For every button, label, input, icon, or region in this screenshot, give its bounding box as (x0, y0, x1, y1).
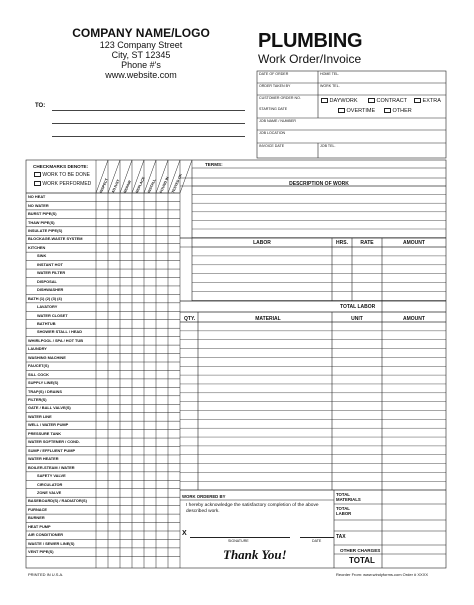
list-item: BURST PIPE(S) (28, 211, 57, 217)
signature-caption: SIGNATURE (228, 539, 249, 543)
list-item: DISPOSAL (37, 278, 57, 284)
daywork-label: DAYWORK (329, 98, 358, 104)
list-item: SUPPLY LINE(S) (28, 380, 59, 386)
list-item: SAFETY VALVE (37, 473, 66, 479)
job-name-label: JOB NAME / NUMBER (259, 119, 296, 123)
form-title: PLUMBING (258, 30, 363, 52)
company-name: COMPANY NAME/LOGO (72, 26, 210, 40)
date-caption: DATE (312, 539, 322, 543)
description-header: DESCRIPTION OF WORK (289, 181, 349, 187)
list-item: DISHWASHER (37, 287, 64, 293)
list-item: SINK (37, 253, 47, 259)
list-item: SILL COCK (28, 371, 49, 377)
tax-label: TAX (336, 534, 346, 540)
list-item: FAUCET(S) (28, 363, 49, 369)
unit-header: UNIT (351, 316, 363, 322)
hrs-header: HRS. (336, 240, 348, 246)
performed-label: WORK PERFORMED (42, 181, 92, 187)
list-item: TRAP(S) / DRAINS (28, 388, 62, 394)
extra-label: EXTRA (422, 98, 441, 104)
diag-header-repair: REPAIR (123, 179, 133, 194)
list-item: INSTANT HOT (37, 261, 63, 267)
labor-header: LABOR (253, 240, 271, 246)
company-city: City, ST 12345 (111, 50, 171, 60)
terms-label: TERMS: (205, 162, 223, 167)
list-item: THAW PIPE(S) (28, 219, 55, 225)
company-website: www.website.com (105, 70, 177, 80)
list-item: WASHING MACHINE (28, 354, 66, 360)
labor-amount-header: AMOUNT (403, 240, 425, 246)
diag-header-found-in: FOUND IN (159, 176, 170, 194)
list-item: AIR CONDITIONER (28, 532, 64, 538)
list-item: KITCHEN (28, 244, 46, 250)
signature-x: X (182, 530, 187, 537)
company-street: 123 Company Street (99, 40, 183, 50)
acknowledgement-text: I hereby acknowledge the satisfactory completion of the above described work. (186, 503, 319, 514)
list-item: BATHTUB (37, 320, 56, 326)
list-item: WATER LINE (28, 413, 52, 419)
list-item: BURNER (28, 515, 45, 521)
list-item: HEAT PUMP (28, 523, 51, 529)
list-item: ZONE VALVE (37, 489, 62, 495)
work-ordered-by-label: WORK ORDERED BY (182, 494, 226, 499)
list-item: NO HEAT (28, 194, 46, 200)
list-item: CIRCULATOR (37, 481, 63, 487)
list-item: LAUNDRY (28, 346, 47, 352)
qty-header: QTY. (184, 316, 196, 322)
starting-date-label: STARTING DATE (259, 107, 288, 111)
list-item: FURNACE (28, 506, 48, 512)
signature-line[interactable] (190, 537, 290, 538)
list-item: SHOWER STALL / HEAD (37, 329, 83, 335)
materials-amount-header: AMOUNT (403, 316, 425, 322)
list-item: WELL / WATER PUMP (28, 422, 69, 428)
job-tel-label: JOB TEL. (320, 144, 336, 148)
list-item: NO WATER (28, 202, 49, 208)
thank-you-text: Thank You! (223, 547, 287, 562)
footer-printed: PRINTED IN U.S.A. (28, 572, 64, 577)
total-materials-label: TOTAL MATERIALS (336, 492, 361, 502)
diag-header-tested-ok: TESTED OK (171, 173, 184, 194)
other-charges-label: OTHER CHARGES (340, 548, 381, 553)
to-label: TO: (35, 103, 46, 109)
company-phone: Phone #'s (121, 60, 161, 70)
overtime-label: OVERTIME (346, 108, 376, 114)
home-tel-label: HOME TEL. (320, 72, 340, 76)
date-of-order-label: DATE OF ORDER (259, 72, 289, 76)
list-item: WATER SOFTENER / COND. (28, 439, 80, 445)
checkmarks-title: CHECKMARKS DENOTE: (33, 164, 89, 169)
list-item: INSULATE PIPE(S) (28, 228, 63, 233)
list-item: BOILER-STEAM / WATER (28, 464, 75, 470)
work-tel-label: WORK TEL. (320, 84, 340, 88)
order-taken-by-label: ORDER TAKEN BY (259, 84, 291, 88)
diag-header-inspect: INSPECT (99, 177, 109, 194)
total-labor-summary-label: TOTAL LABOR (336, 506, 352, 516)
footer-reorder: Reorder From: www.windyforms.com Order # XXXX (336, 572, 429, 577)
list-item: GATE / BALL VALVE(S) (28, 405, 71, 411)
list-item: BATH (1) (2) (3) (4) (28, 295, 62, 301)
grand-total-label: TOTAL (349, 556, 375, 565)
contract-label: CONTRACT (376, 98, 408, 104)
customer-order-no-label: CUSTOMER ORDER NO. (259, 96, 301, 100)
diag-header-replace: REPLACE (135, 176, 146, 194)
job-location-label: JOB LOCATION (259, 131, 286, 135)
to-be-done-label: WORK TO BE DONE (42, 172, 90, 178)
diag-header-adjust: ADJUST (111, 178, 121, 194)
list-item: LAVATORY (37, 304, 58, 310)
list-item: WASTE / SEWER LINE(S) (28, 540, 75, 546)
list-item: BASEBOARD(S) / RADIATOR(S) (28, 498, 87, 504)
list-item: WATER HEATER (28, 456, 59, 462)
date-line[interactable] (300, 537, 334, 538)
list-item: BLOCKAGE-WASTE SYSTEM (28, 236, 83, 242)
invoice-date-label: INVOICE DATE (259, 144, 285, 148)
form-subtitle: Work Order/Invoice (258, 52, 362, 66)
material-header: MATERIAL (255, 316, 281, 322)
list-item: FILTER(S) (28, 397, 47, 402)
diag-header-install: INSTALL (147, 178, 157, 194)
list-item: WATER CLOSET (37, 312, 68, 318)
rate-header: RATE (360, 240, 374, 246)
list-item: WATER FILTER (37, 270, 66, 276)
list-item: PRESSURE TANK (28, 430, 62, 436)
list-item: WHIRLPOOL / SPA / HOT TUB (28, 337, 84, 343)
total-labor-label: TOTAL LABOR (340, 304, 376, 310)
other-label: OTHER (392, 108, 412, 114)
list-item: SUMP / EFFLUENT PUMP (28, 447, 76, 453)
list-item: VENT PIPE(S) (28, 549, 54, 555)
